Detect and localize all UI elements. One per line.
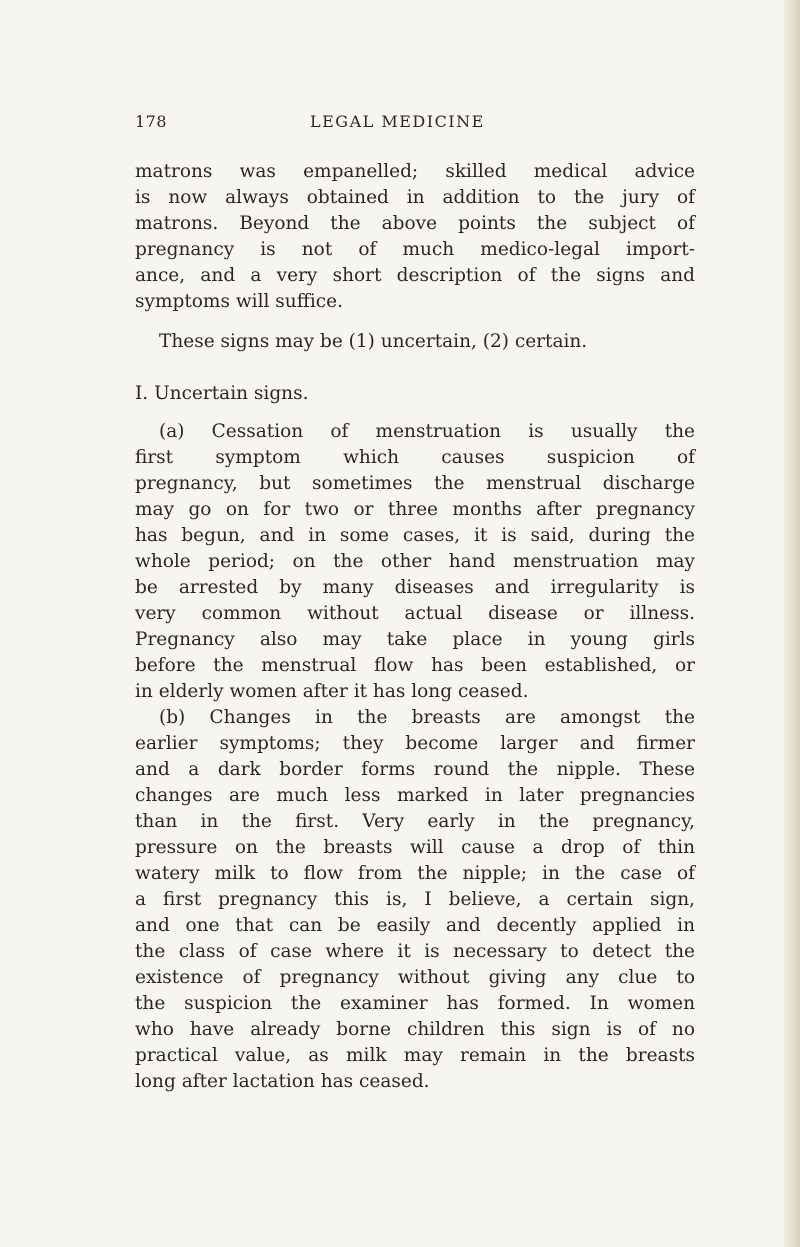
text-line: watery milk to flow from the nipple; in the case of bbox=[135, 863, 695, 884]
text-line: pressure on the breasts will cause a drop of thin bbox=[135, 837, 695, 858]
page-number: 178 bbox=[135, 112, 168, 131]
text-line: than in the first. Very early in the pregnancy, bbox=[135, 811, 695, 832]
text-line: pregnancy is not of much medico-legal import- bbox=[135, 239, 695, 260]
text-line: before the menstrual flow has been established, or bbox=[135, 655, 695, 676]
text-line: existence of pregnancy without giving any clue to bbox=[135, 967, 695, 988]
text-line: has begun, and in some cases, it is said, during the bbox=[135, 525, 695, 546]
text-line: the suspicion the examiner has formed. In women bbox=[135, 993, 695, 1014]
text-line: (b) Changes in the breasts are amongst the bbox=[159, 707, 695, 728]
text-line: long after lactation has ceased. bbox=[135, 1071, 430, 1092]
text-line: symptoms will suffice. bbox=[135, 291, 343, 312]
text-line: Pregnancy also may take place in young girls bbox=[135, 629, 695, 650]
text-line: the class of case where it is necessary to detect the bbox=[135, 941, 695, 962]
text-line: These signs may be (1) uncertain, (2) certain. bbox=[159, 331, 588, 352]
text-line: is now always obtained in addition to the jury of bbox=[135, 187, 695, 208]
text-line: who have already borne children this sign is of no bbox=[135, 1019, 695, 1040]
text-line: whole period; on the other hand menstruation may bbox=[135, 551, 695, 572]
text-line: a first pregnancy this is, I believe, a certain sign, bbox=[135, 889, 695, 910]
text-line: in elderly women after it has long ceased. bbox=[135, 681, 529, 702]
text-line: earlier symptoms; they become larger and firmer bbox=[135, 733, 695, 754]
text-line: and a dark border forms round the nipple. These bbox=[135, 759, 695, 780]
text-line: and one that can be easily and decently applied in bbox=[135, 915, 695, 936]
running-title: LEGAL MEDICINE bbox=[310, 112, 485, 131]
text-line: matrons. Beyond the above points the subject of bbox=[135, 213, 695, 234]
text-line: very common without actual disease or illness. bbox=[135, 603, 695, 624]
text-line: ance, and a very short description of the signs and bbox=[135, 265, 695, 286]
text-line: pregnancy, but sometimes the menstrual discharge bbox=[135, 473, 695, 494]
text-line: (a) Cessation of menstruation is usually the bbox=[159, 421, 695, 442]
text-line: matrons was empanelled; skilled medical advice bbox=[135, 161, 695, 182]
text-line: may go on for two or three months after pregnancy bbox=[135, 499, 695, 520]
text-line: changes are much less marked in later pregnancies bbox=[135, 785, 695, 806]
text-line: be arrested by many diseases and irregularity is bbox=[135, 577, 695, 598]
text-line: practical value, as milk may remain in the breasts bbox=[135, 1045, 695, 1066]
text-line: first symptom which causes suspicion of bbox=[135, 447, 695, 468]
page-edge-shadow bbox=[784, 0, 800, 1247]
section-heading: I. Uncertain signs. bbox=[135, 383, 309, 404]
